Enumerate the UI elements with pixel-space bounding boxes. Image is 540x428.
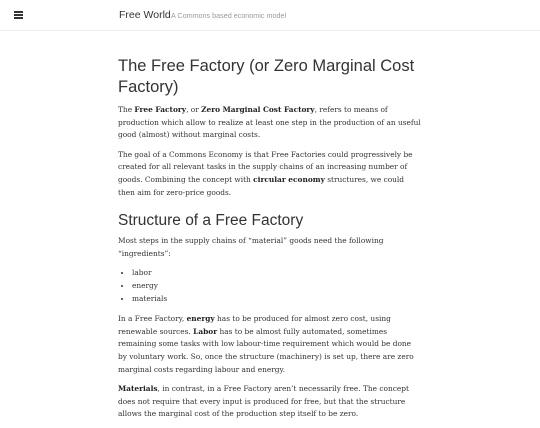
energy-labor-paragraph <box>118 313 422 376</box>
text-span: , or <box>186 105 202 114</box>
bold-term-materials: Materials <box>118 384 158 394</box>
site-title-link[interactable]: Free World <box>119 9 171 21</box>
text-span: , in contrast, in a Free Factory aren’t necessarily free. The concept does not require that every input is produced for free, but that the structure allows the marginal cost of the production step itself to be zero. <box>118 384 409 419</box>
text-span: , refers to means of production which allow to realize at least one step in the production of an useful good (almost) without marginal costs. <box>118 105 421 140</box>
top-bar <box>0 0 540 31</box>
text-span: structures, we could then aim for zero-price goods. <box>118 174 405 197</box>
section-heading: Structure of a Free Factory <box>118 212 304 230</box>
ingredients-intro: Most steps in the supply chains of “material” goods need the following “ingredients”: <box>118 236 384 258</box>
article-content <box>118 56 422 428</box>
bold-term-circular-economy: circular economy <box>253 174 325 184</box>
bold-term-energy: energy <box>186 314 215 324</box>
site-tagline: A Commons based economic model <box>171 11 287 20</box>
bold-term-zero-marginal-cost-factory: Zero Marginal Cost Factory <box>201 105 315 114</box>
text-span: The <box>118 105 135 114</box>
hamburger-menu-icon[interactable] <box>14 10 23 19</box>
text-span: The goal of a Commons Economy is that Free Factories could progressively be created for all relevant tasks in the supply chains of an increasing number of goods. Combining the concept with <box>118 149 413 184</box>
list-item: • labor <box>132 267 422 280</box>
intro-paragraph <box>118 104 422 142</box>
goal-paragraph <box>118 149 422 199</box>
list-item: • materials <box>132 293 422 306</box>
bold-term-free-factory: Free Factory <box>134 105 187 114</box>
ingredients-list <box>118 267 422 305</box>
text-span: has to be produced for almost zero cost, using renewable sources. <box>118 314 391 336</box>
text-span: In a Free Factory, <box>118 314 187 324</box>
list-item: • energy <box>132 280 422 293</box>
page-title: The Free Factory (or Zero Marginal Cost Factory) <box>118 57 415 96</box>
bold-term-labor: Labor <box>193 326 218 336</box>
text-span: has to be almost fully automated, sometimes remaining some tasks with low labour-time requirement which would be done by voluntary work. So, once the structure (machinery) is set up, there are zero marginal costs regarding labour and energy. <box>118 326 414 374</box>
materials-paragraph <box>118 383 422 421</box>
